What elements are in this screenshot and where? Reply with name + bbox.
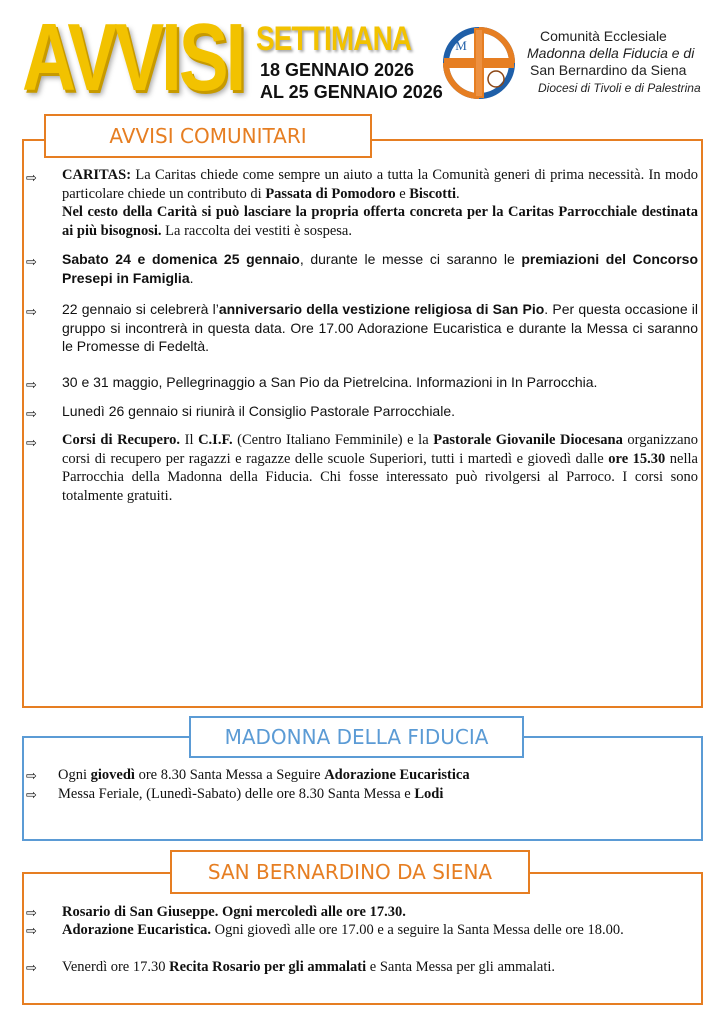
arrow-icon: ⇨ bbox=[26, 171, 37, 186]
notice-caritas: ⇨ CARITAS: La Caritas chiede come sempre un aiuto a tutta la Comunità generi di prima necessità. In modo particolare chiede un contributo di Passata di Pomodoro e Biscotti. Nel cesto della Carità si può lasciare la propria offerta concreta per la Caritas Parrocchiale destinata ai più bisognosi. La raccolta dei vestiti è sospesa. bbox=[26, 167, 698, 239]
madonna-fiducia-heading: MADONNA DELLA FIDUCIA bbox=[189, 716, 524, 758]
arrow-icon: ⇨ bbox=[26, 436, 37, 451]
arrow-icon: ⇨ bbox=[26, 788, 37, 803]
notice-presepi: ⇨ Sabato 24 e domenica 25 gennaio, durante le messe ci saranno le premiazioni del Concorso Presepi in Famiglia. bbox=[26, 251, 699, 286]
arrow-icon: ⇨ bbox=[26, 378, 37, 393]
week-label: SETTIMANA bbox=[256, 20, 412, 58]
arrow-icon: ⇨ bbox=[26, 924, 37, 939]
date-from: 18 GENNAIO 2026 bbox=[260, 60, 415, 80]
notice-pellegrinaggio: ⇨ 30 e 31 maggio, Pellegrinaggio a San Pio da Pietrelcina. Informazioni in In Parrocchia. bbox=[26, 373, 698, 392]
page-title: AVVISI bbox=[22, 4, 244, 111]
arrow-icon: ⇨ bbox=[26, 407, 37, 422]
svg-text:M: M bbox=[455, 38, 467, 53]
arrow-icon: ⇨ bbox=[26, 906, 37, 921]
org-parish-1: Madonna della Fiducia e di bbox=[527, 45, 695, 61]
org-name: Comunità Ecclesiale bbox=[540, 28, 667, 44]
arrow-icon: ⇨ bbox=[26, 961, 37, 976]
fiducia-item-giovedi: ⇨ Ogni giovedì ore 8.30 Santa Messa a Seguire Adorazione Eucaristica bbox=[26, 766, 698, 785]
org-parish-2: San Bernardino da Siena bbox=[530, 62, 687, 78]
notice-consiglio: ⇨ Lunedì 26 gennaio si riunirà il Consiglio Pastorale Parrocchiale. bbox=[26, 402, 698, 421]
bernardino-item-rosario: ⇨ Rosario di San Giuseppe. Ogni mercoledì alle ore 17.30. bbox=[26, 903, 698, 922]
bernardino-item-venerdi: ⇨ Venerdì ore 17.30 Recita Rosario per gli ammalati e Santa Messa per gli ammalati. bbox=[26, 958, 698, 977]
avvisi-comunitari-heading: AVVISI COMUNITARI bbox=[44, 114, 372, 158]
arrow-icon: ⇨ bbox=[26, 769, 37, 784]
san-bernardino-heading: SAN BERNARDINO DA SIENA bbox=[170, 850, 530, 894]
fiducia-item-feriale: ⇨ Messa Feriale, (Lunedì-Sabato) delle ore 8.30 Santa Messa e Lodi bbox=[26, 785, 698, 804]
bernardino-item-adorazione: ⇨ Adorazione Eucaristica. Ogni giovedì alle ore 17.00 e a seguire la Santa Messa delle ore 18.00. bbox=[26, 921, 698, 940]
org-diocese: Diocesi di Tivoli e di Palestrina bbox=[538, 81, 701, 95]
notice-san-pio: ⇨ 22 gennaio si celebrerà l’anniversario della vestizione religiosa di San Pio. Per questa occasione il gruppo si incontrerà in questa data. Ore 17.00 Adorazione Eucaristica e durante la Messa ci saranno le Promesse di Fedeltà. bbox=[26, 301, 699, 354]
date-to: AL 25 GENNAIO 2026 bbox=[260, 82, 443, 102]
arrow-icon: ⇨ bbox=[26, 255, 37, 270]
arrow-icon: ⇨ bbox=[26, 305, 37, 320]
parish-logo-icon bbox=[442, 26, 516, 100]
notice-corsi-recupero: ⇨ Corsi di Recupero. Il C.I.F. (Centro Italiano Femminile) e la Pastorale Giovanile Diocesana organizzano corsi di recupero per ragazzi e ragazze delle scuole Superiori, tutti i martedì e giovedì dalle ore 15.30 nella Parrocchia della Madonna della Fiducia. Chi fosse interessato può rivolgersi al Parroco. I corsi sono totalmente gratuiti. bbox=[26, 432, 698, 504]
